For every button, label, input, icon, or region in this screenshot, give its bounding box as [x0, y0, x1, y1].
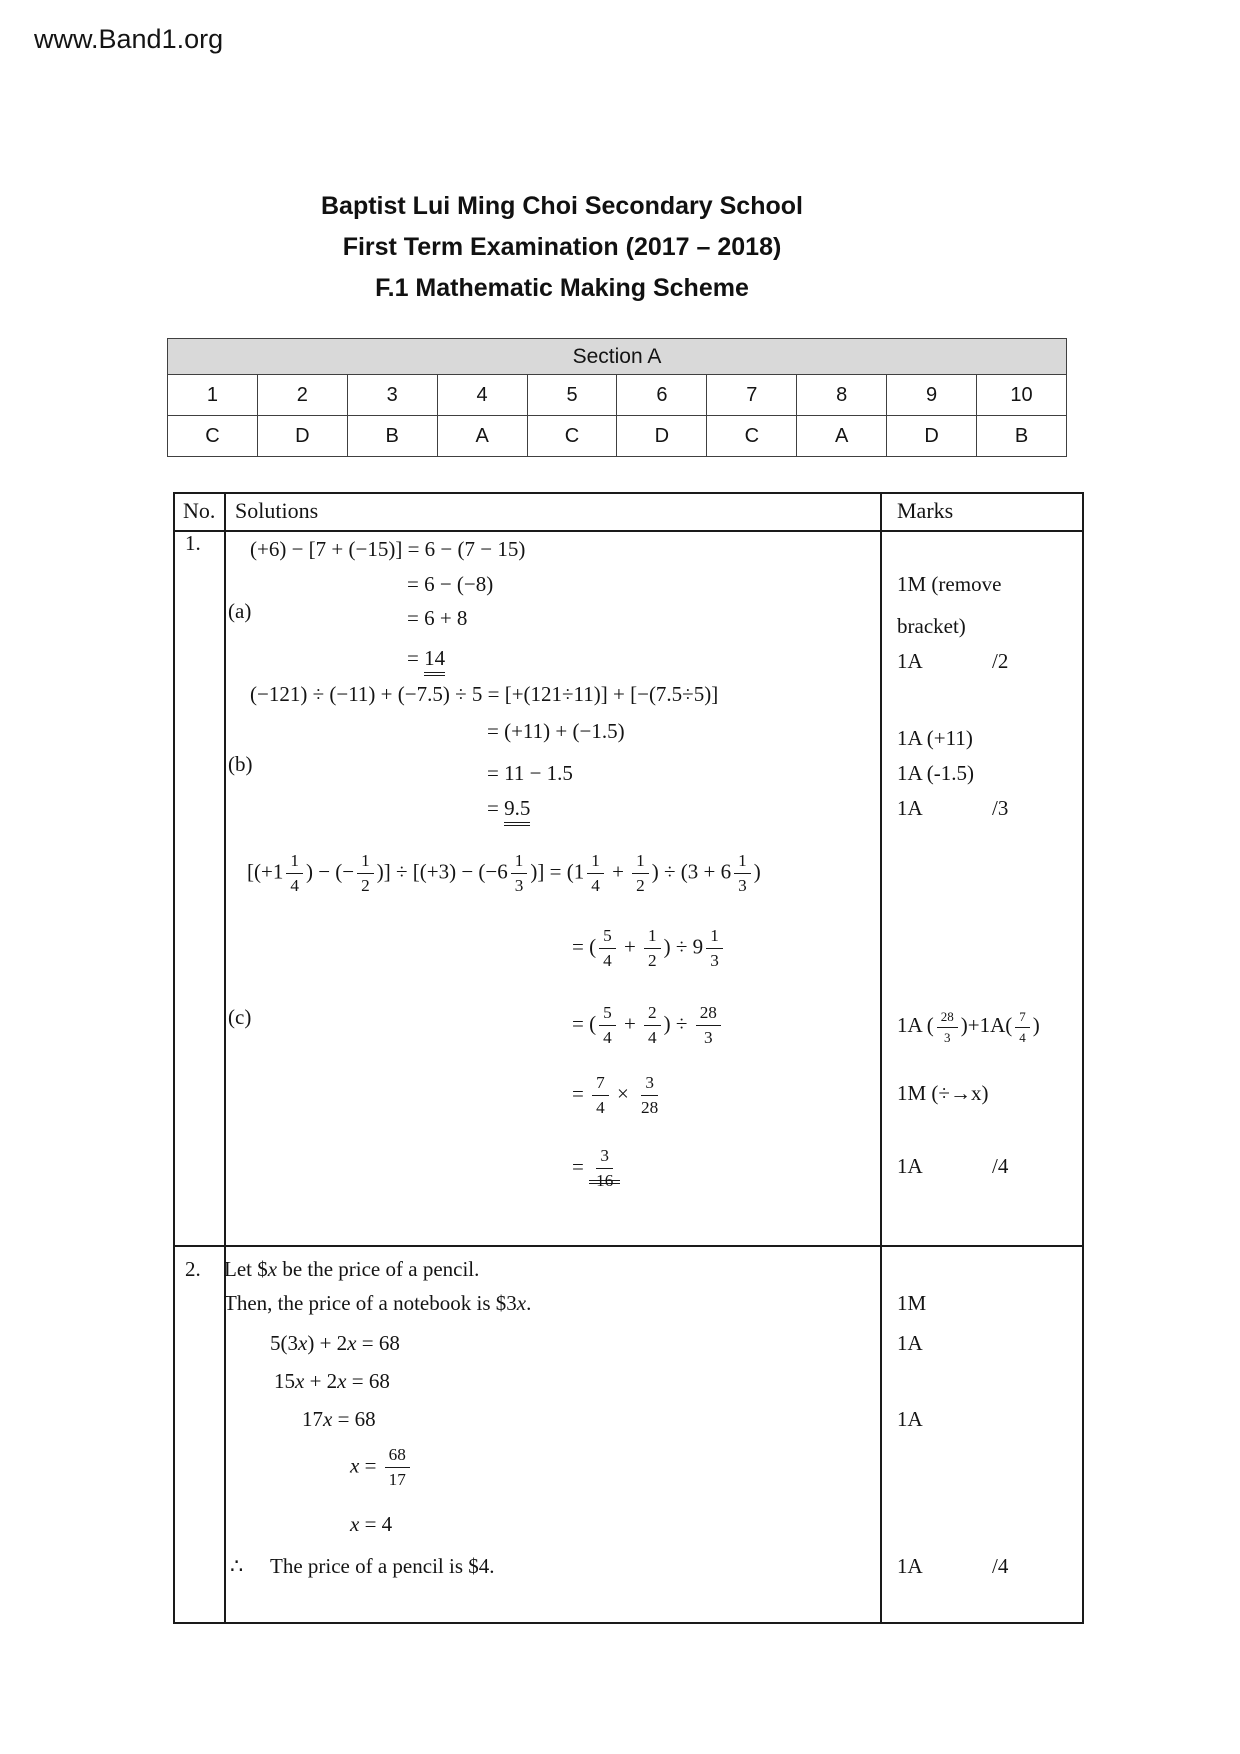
solutions-table [173, 492, 1084, 1624]
question-number-cell: 3 [347, 375, 437, 416]
conclusion-line: The price of a pencil is $4. [270, 1554, 495, 1578]
solution-line: = ( $\frac{5}{4}$ + $\frac{2}{4}$ ) ÷ $\frac{28}{3}$ [572, 1004, 724, 1047]
solution-line: (+6) − [7 + (−15)] = 6 − (7 − 15) [250, 537, 526, 561]
question-number-cell: 2 [257, 375, 347, 416]
solution-line: 15x + 2x = 68 [274, 1369, 390, 1393]
answer-cell: C [168, 416, 258, 457]
solution-line: (−121) ÷ (−11) + (−7.5) ÷ 5 = [+(121÷11)] + [−(7.5÷5)] [250, 682, 719, 706]
mark-entry: 1M (÷→x) [897, 1081, 989, 1105]
question-number-cell: 6 [617, 375, 707, 416]
mark-entry: 1A ( $\frac{28}{3}$ )+1A( $\frac{7}{4}$ ) [897, 1009, 1040, 1045]
table-divider [880, 494, 882, 1622]
table-divider [224, 494, 226, 1622]
part-label-c: (c) [228, 1005, 252, 1029]
solution-line: = $\frac{3}{16}$ [572, 1147, 620, 1190]
mark-entry: 1A [897, 796, 923, 820]
solution-line: = $\frac{7}{4}$ × $\frac{3}{28}$ [572, 1073, 659, 1118]
answer-cell: A [437, 416, 527, 457]
answer-row [168, 416, 1067, 457]
section-a-header-row [168, 339, 1067, 375]
section-a-answer-table [167, 338, 1067, 457]
column-header-solutions: Solutions [235, 498, 319, 523]
mark-entry: 1A [897, 649, 923, 673]
section-a-title: Section A [168, 339, 1067, 375]
scheme-title: F.1 Mathematic Making Scheme [375, 274, 749, 302]
therefore-symbol: ∴ [230, 1554, 244, 1578]
exam-title: First Term Examination (2017 – 2018) [342, 233, 782, 261]
mark-entry: bracket) [897, 614, 966, 638]
solution-line: = 6 − (−8) [407, 572, 494, 596]
answer-cell: B [347, 416, 437, 457]
mark-entry: 1A [897, 1407, 923, 1431]
column-header-marks: Marks [897, 498, 954, 523]
mark-subtotal: /4 [992, 1554, 1009, 1578]
answer-cell: B [977, 416, 1067, 457]
question-number-cell: 10 [977, 375, 1067, 416]
question-number-cell: 7 [707, 375, 797, 416]
solution-line: = (+11) + (−1.5) [487, 719, 625, 743]
solution-line: 5(3x) + 2x = 68 [270, 1331, 400, 1355]
solution-line: = 11 − 1.5 [487, 761, 573, 785]
answer-cell: A [797, 416, 887, 457]
solution-line: = 6 + 8 [407, 606, 468, 630]
solution-line: x = 4 [350, 1512, 393, 1536]
question-number-cell: 5 [527, 375, 617, 416]
school-name: Baptist Lui Ming Choi Secondary School [321, 192, 803, 220]
answer-cell: C [527, 416, 617, 457]
mark-entry: 1M [897, 1291, 927, 1315]
solution-line: [(+1 $\frac{1}{4}$ ) − (− $\frac{1}{2}$ )] ÷ [(+3) − (−6 $\frac{1}{3}$ )] = (1 $\frac{1}{4}$ + $\frac{1}{2}$ ) ÷ (3 + 6 $\frac{1}{3}$ ) [247, 851, 761, 896]
question-number: 1. [185, 531, 201, 555]
question-number-cell: 8 [797, 375, 887, 416]
mark-entry: 1M (remove [897, 572, 1002, 596]
solution-line: Let $x be the price of a pencil. [224, 1257, 480, 1281]
question-number: 2. [185, 1257, 201, 1281]
table-divider [175, 1245, 1082, 1247]
document-header [0, 186, 1124, 309]
question-number-row [168, 375, 1067, 416]
solution-line: = 14 [407, 645, 445, 671]
mark-entry: 1A [897, 1554, 923, 1578]
table-divider [175, 530, 1082, 532]
mark-subtotal: /4 [992, 1154, 1009, 1178]
mark-entry: 1A [897, 1154, 923, 1178]
mark-entry: 1A (+11) [897, 726, 973, 750]
part-label-a: (a) [228, 599, 252, 623]
solution-line: = ( $\frac{5}{4}$ + $\frac{1}{2}$ ) ÷ 9 $\frac{1}{3}$ [572, 927, 726, 970]
answer-cell: D [617, 416, 707, 457]
solution-line: 17x = 68 [302, 1407, 376, 1431]
question-number-cell: 4 [437, 375, 527, 416]
answer-cell: D [887, 416, 977, 457]
part-label-b: (b) [228, 752, 253, 776]
mark-subtotal: /2 [992, 649, 1009, 673]
column-header-no: No. [183, 498, 216, 523]
solution-line: Then, the price of a notebook is $3x. [224, 1291, 532, 1315]
answer-cell: C [707, 416, 797, 457]
mark-entry: 1A [897, 1331, 923, 1355]
mark-entry: 1A (-1.5) [897, 761, 974, 785]
solution-line: = 9.5 [487, 795, 530, 821]
answer-cell: D [257, 416, 347, 457]
question-number-cell: 1 [168, 375, 258, 416]
watermark-url: www.Band1.org [34, 24, 224, 54]
question-number-cell: 9 [887, 375, 977, 416]
solution-line: x = $\frac{68}{17}$ [350, 1446, 413, 1489]
mark-subtotal: /3 [992, 796, 1009, 820]
